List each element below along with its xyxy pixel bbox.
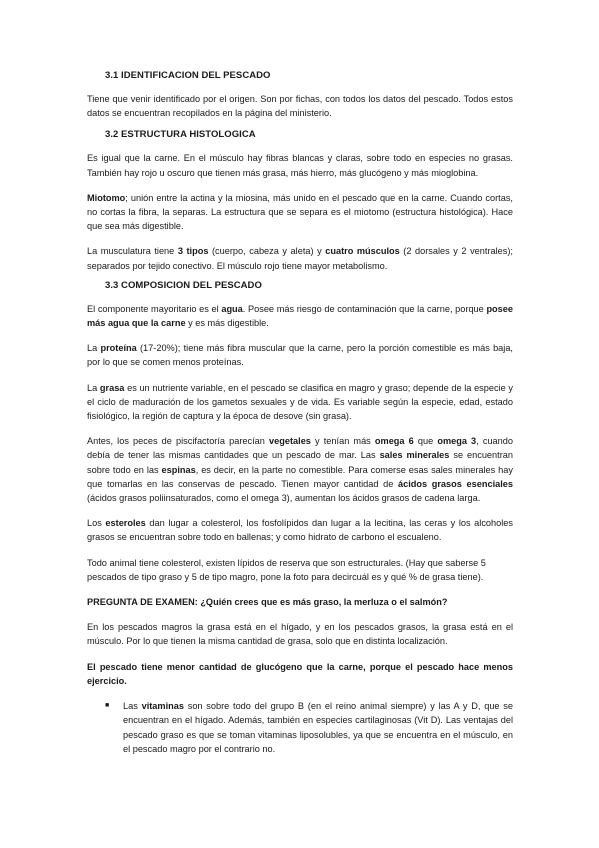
text-span: Las xyxy=(123,701,142,712)
bullet-list xyxy=(87,699,513,756)
text-span: (17-20%); tiene más fibra muscular que la carne, pero la porción comestible es más baja, por lo que se comen menos proteínas. xyxy=(87,343,513,368)
term-omega-6: omega 6 xyxy=(374,436,414,447)
text-span: son sobre todo del grupo B (en el reino animal siempre) y las A y D, que se encuentran en el hígado. Además, también en especies cartilaginosas (Vit D). Las ventajas del pescado graso es que se toman vitaminas liposolubles, ya que se encuentra en el músculo, en el pescado magro por el contrario no. xyxy=(123,701,514,754)
paragraph-glucogeno xyxy=(87,660,513,688)
text-span: y es más digestible. xyxy=(185,318,269,329)
glucogeno-text: El pescado tiene menor cantidad de glucógeno que la carne, porque el pescado hace menos ejercicio. xyxy=(87,661,513,686)
exam-question-text: PREGUNTA DE EXAMEN: ¿Quién crees que es más graso, la merluza o el salmón? xyxy=(87,597,448,608)
term-grasa: grasa xyxy=(99,382,125,393)
text-span: La xyxy=(87,382,100,393)
exam-question xyxy=(87,595,513,609)
term-vitaminas: vitaminas xyxy=(141,701,184,712)
term-miotomo: Miotomo xyxy=(87,192,126,203)
text-span: (2 dorsales y 2 ventrales); separados por tejido conectivo. El músculo rojo tiene mayor metabolismo. xyxy=(87,246,513,271)
term-omega-3: omega 3 xyxy=(437,436,477,447)
text-span: dan lugar a colesterol, los fosfolípidos dan lugar a la lecitina, las ceras y los alcoholes grasos se encuentran sobre todo en ballenas; y como hidrato de carbono el escualeno. xyxy=(87,518,513,543)
paragraph-grasa xyxy=(87,381,513,424)
text-span: El componente mayoritario es el xyxy=(87,303,222,314)
text-span: Antes, los peces de piscifactoría parecían xyxy=(87,436,270,447)
term-cuatro-musculos: cuatro músculos xyxy=(325,246,400,257)
paragraph-agua xyxy=(87,302,513,330)
text-span: La musculatura tiene xyxy=(87,246,178,257)
text-span: es un nutriente variable, en el pescado se clasifica en magro y graso; depende de la especie y el ciclo de maduración de los gametos sexuales y de vida. Es variable según la especie, edad, estado fisiológico, la región de captura y la época de desove (sin grasa). xyxy=(87,382,513,422)
term-vegetales: vegetales xyxy=(269,436,311,447)
text-span: . Posee más riesgo de contaminación que la carne, porque xyxy=(242,303,487,314)
term-mas-agua: posee más agua que la carne xyxy=(87,303,513,329)
list-item-vitaminas xyxy=(105,699,514,756)
text-span: se encuentran sobre todo en las xyxy=(87,450,513,475)
section-heading-estructura: 3.2 ESTRUCTURA HISTOLOGICA xyxy=(105,129,256,141)
text-span: (cuerpo, cabeza y aleta) y xyxy=(208,246,326,257)
term-sales-minerales: sales minerales xyxy=(379,450,450,461)
text-span: , cuando debía de tener las mismas cantidades que un pescado de mar. Las xyxy=(87,436,513,461)
term-espinas: espinas xyxy=(161,464,196,475)
term-acidos-grasos: ácidos grasos esenciales xyxy=(398,478,513,489)
paragraph-fibras: Es igual que la carne. En el músculo hay fibras blancas y claras, sobre todo en especies no grasas. También hay rojo u oscuro que tienen más grasa, más hierro, más glucógeno y más mioglobina. xyxy=(87,153,513,178)
term-3-tipos: 3 tipos xyxy=(177,246,209,257)
bullet-icon: ■ xyxy=(105,702,110,710)
paragraph-piscifactoria xyxy=(87,434,513,505)
term-proteina: proteína xyxy=(100,343,137,354)
text-span: (ácidos grasos poliinsaturados, como el omega 3), aumentan los ácidos grasos de cadena larga. xyxy=(87,493,481,504)
paragraph-identificacion: Tiene que venir identificado por el origen. Son por fichas, con todos los datos del pescado. Todos estos datos se encuentran recopilados en la página del ministerio. xyxy=(87,94,513,119)
document-body xyxy=(87,70,513,756)
paragraph-miotomo xyxy=(87,191,513,234)
paragraph-localizacion: En los pescados magros la grasa está en el hígado, y en los pescados grasos, la grasa está en el músculo. Por lo que tienen la misma cantidad de grasa, solo que en distinta localización. xyxy=(87,622,513,647)
text-span: Los xyxy=(87,518,106,529)
miotomo-text: ; unión entre la actina y la miosina, más unido en el pescado que en la carne. Cuando cortas, no cortas la fibra, la separas. La estructura que se separa es el miotomo (estructura histológica). Hace que sea más digestible. xyxy=(87,192,513,232)
text-span: , es decir, en la parte no comestible. Para comerse esas sales minerales hay que tomarlas en las conservas de pescado. Tienen mayor cantidad de xyxy=(87,464,513,489)
paragraph-proteina xyxy=(87,341,513,369)
paragraph-musculatura xyxy=(87,244,513,272)
text-span: y tenían más xyxy=(310,436,375,447)
paragraph-esteroles xyxy=(87,516,513,544)
paragraph-colesterol: Todo animal tiene colesterol, existen lípidos de reserva que son estructurales. (Hay que saberse 5 pescados de tipo graso y 5 de tipo magro, pone la foto para decircuál es y qué % de grasa tiene). xyxy=(87,557,486,582)
text-span: que xyxy=(413,436,438,447)
text-span: La xyxy=(87,343,101,354)
term-esteroles: esteroles xyxy=(105,518,146,529)
term-agua: agua xyxy=(221,303,243,314)
section-heading-composicion: 3.3 COMPOSICION DEL PESCADO xyxy=(105,279,262,291)
section-heading-identificacion: 3.1 IDENTIFICACION DEL PESCADO xyxy=(105,70,271,81)
